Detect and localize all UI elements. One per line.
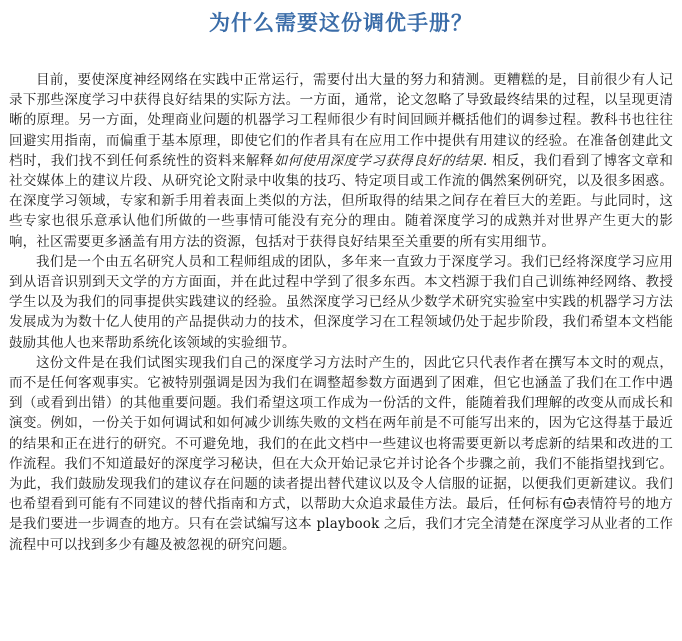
paragraph-team: 我们是一个由五名研究人员和工程师组成的团队，多年来一直致力于深度学习。我们已经将深度学习应用到从语音识别到天文学的方方面面，并在此过程中学到了很多东西。本文档源于我们自己训练神经网络、教授学生以及为我们的同事提供实践建议的经验。虽然深度学习已经从少数学术研究实验室中实践的机器学习方法发展成为为数十亿人使用的产品提供动力的技术，但深度学习在工程领域仍处于起步阶段，我们希望本文档能鼓励其他人也来帮助系统化该领域的实验细节。 [9,253,673,351]
paragraph-intro-text-b: . 相反，我们看到了博客文章和社交媒体上的建议片段、从研究论文附录中收集的技巧、特定项目或工作流的偶然案例研究，以及很多困惑。在深度学习领域，专家和新手用着表面上类似的方法，但所取得的结果之间存在着巨大的差距。与此同时，这些专家也很乐意承认他们所做的一些事情可能没有充分的理由。随着深度学习的成熟并对世界产生更大的影响，社区需要更多涵盖有用方法的资源，包括对于获得良好结果至关重要的所有实用细节。 [9,152,673,250]
paragraph-origin [9,353,673,555]
paragraph-intro-italic: 如何使用深度学习获得良好的结果 [273,152,483,169]
paragraph-origin-text-a: 这份文件是在我们试图实现我们自己的深度学习方法时产生的，因此它只代表作者在撰写本文时的观点，而不是任何客观事实。它被特别强调是因为我们在调整超参数方面遇到了困难，但它也涵盖了我们在工作中遇到（或看到出错）的其他重要问题。我们希望这项工作成为一份活的文件，能随着我们理解的改变从而成长和演变。例如，一份关于如何调试和如何减少训练失败的文档在两年前是不可能写出来的，因为它这得基于最近的结果和正在进行的研究。不可避免地，我们的在此文档中一些建议也将需要更新以考虑新的结果和改进的工作流程。我们不知道最好的深度学习秘诀，但在大众开始记录它并讨论各个步骤之前，我们不能指望找到它。为此，我们鼓励发现我们的建议存在问题的读者提出替代建议以及令人信服的证据，以便我们更新建议。我们也希望看到可能有不同建议的替代指南和方式，以帮助大众追求最佳方法。最后，任何标有 [9,354,673,513]
paragraph-origin-text-b: 表情符号的地方是我们要进一步调查的地方。只有在尝试编写这本 playbook 之后，我们才完全清楚在深度学习从业者的工作流程中可以找到多少有趣及被忽视的研究问题。 [9,496,673,553]
page-title: 为什么需要这份调优手册？ [209,11,473,35]
paragraph-intro-text-a: 目前，要使深度神经网络在实践中正常运行，需要付出大量的努力和猜测。更糟糕的是，目前很少有人记录下那些深度学习中获得良好结果的实际方法。一方面，通常，论文忽略了导致最终结果的过程，以呈现更清晰的原理。另一方面，处理商业问题的机器学习工程师很少有时间回顾并概括他们的调参过程。教科书也往往回避实用指南，而偏重于基本原理，即使它们的作者具有在应用工作中提供有用建议的经验。在准备创建此文档时，我们找不到任何系统性的资料来解释 [9,72,673,169]
robot-emoji-icon [563,497,576,510]
paragraph-intro [9,70,673,252]
